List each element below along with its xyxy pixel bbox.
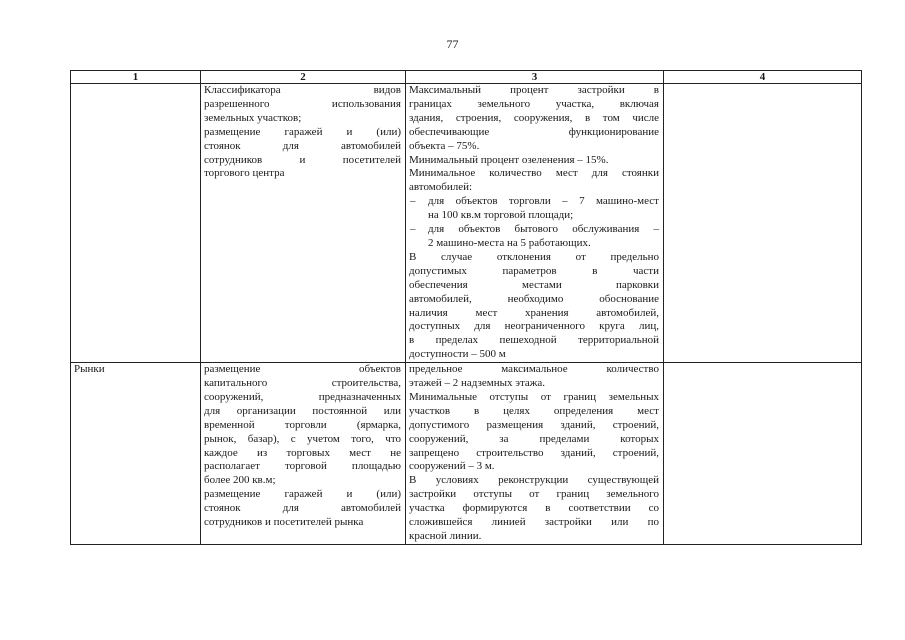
table-row xyxy=(71,363,862,545)
text-line: автомобилей: xyxy=(409,181,473,194)
text-line: 2 машино-места на 5 работающих. xyxy=(428,236,591,249)
list-item xyxy=(409,195,659,223)
text-line: этажей – 2 надземных этажа. xyxy=(409,377,546,390)
header-row xyxy=(71,71,862,84)
header-cell-3: 3 xyxy=(406,71,664,84)
dash-bullet-icon: – xyxy=(410,223,416,236)
text-line: В случае отклонения от предельно xyxy=(409,250,659,263)
text-line: допустимых параметров в части xyxy=(409,264,659,277)
text-line: для объектов бытового обслуживания – xyxy=(428,223,659,236)
text-line: сооружений – 3 м. xyxy=(409,460,495,473)
text-line: располагает торговой площадью xyxy=(204,460,401,473)
text-line: сложившейся линией застройки или по xyxy=(409,516,659,529)
text-line: размещение объектов xyxy=(204,363,401,376)
text-line: каждое из торговых мест не xyxy=(204,446,401,459)
text-line: доступности – 500 м xyxy=(409,348,506,361)
cell-parameters xyxy=(406,84,664,363)
cell-parameters xyxy=(406,363,664,545)
text-line: здания, строения, сооружения, в том числе xyxy=(409,111,659,124)
table-row xyxy=(71,84,862,363)
text-line: стоянок для автомобилей xyxy=(204,139,401,152)
text-line: Классификатора видов xyxy=(204,84,401,96)
text-line: доступных для неограниченного круга лиц, xyxy=(409,320,659,333)
text-line: Максимальный процент застройки в xyxy=(409,84,659,96)
header-cell-2: 2 xyxy=(201,71,406,84)
text-line: земельных участков; xyxy=(204,111,302,124)
text-line: сотрудников и посетителей xyxy=(204,153,401,166)
cell-permitted-use xyxy=(201,84,406,363)
text-line: сотрудников и посетителей рынка xyxy=(204,516,364,529)
text-line: автомобилей, необходимо обоснование xyxy=(409,292,659,305)
text-line: размещение гаражей и (или) xyxy=(204,125,401,138)
header-cell-4: 4 xyxy=(664,71,862,84)
text-line: в пределах пешеходной территориальной xyxy=(409,334,659,347)
text-line: для организации постоянной или xyxy=(204,404,401,417)
text-line: предельное максимальное количество xyxy=(409,363,659,376)
cell-zone-name xyxy=(71,84,201,363)
text-line: участков в целях определения мест xyxy=(409,404,659,417)
text-line: обеспечения местами парковки xyxy=(409,278,659,291)
cell-notes xyxy=(664,84,862,363)
header-cell-1: 1 xyxy=(71,71,201,84)
text-line: временной торговли (ярмарка, xyxy=(204,418,401,431)
text-line: торгового центра xyxy=(204,167,285,180)
text-line: объекта – 75%. xyxy=(409,139,480,152)
text-line: Минимальные отступы от границ земельных xyxy=(409,390,659,403)
text-line: допустимого размещения зданий, строений, xyxy=(409,418,659,431)
text-line: участка формируются в соответствии со xyxy=(409,502,659,515)
text-line: рынок, базар), с учетом того, что xyxy=(204,432,401,445)
text-line: запрещено строительство зданий, строений, xyxy=(409,446,659,459)
text-line: границах земельного участка, включая xyxy=(409,97,659,110)
text-line: более 200 кв.м; xyxy=(204,474,276,487)
text-line: капитального строительства, xyxy=(204,377,401,390)
cell-notes xyxy=(664,363,862,545)
text-line: стоянок для автомобилей xyxy=(204,502,401,515)
text-line: разрешенного использования xyxy=(204,97,401,110)
text-line: размещение гаражей и (или) xyxy=(204,488,401,501)
text-line: сооружений, предназначенных xyxy=(204,390,401,403)
text-line: для объектов торговли – 7 машино-мест xyxy=(428,195,659,208)
text-line: наличия мест хранения автомобилей, xyxy=(409,306,659,319)
text-line: на 100 кв.м торговой площади; xyxy=(428,209,574,222)
text-line: сооружений, за пределами которых xyxy=(409,432,659,445)
text-line: красной линии. xyxy=(409,530,482,542)
dash-bullet-icon: – xyxy=(410,195,416,208)
text-line: застройки отступы от границ земельного xyxy=(409,488,659,501)
list-item xyxy=(409,223,659,251)
text-line: Минимальный процент озеленения – 15%. xyxy=(409,153,609,166)
text-line: Минимальное количество мест для стоянки xyxy=(409,167,659,180)
cell-zone-name: Рынки xyxy=(71,363,201,545)
page-number: 77 xyxy=(446,37,459,51)
text-line: обеспечивающие функционирование xyxy=(409,125,659,138)
text-line: В условиях реконструкции существующей xyxy=(409,474,659,487)
cell-permitted-use xyxy=(201,363,406,545)
regulations-table xyxy=(70,70,862,545)
